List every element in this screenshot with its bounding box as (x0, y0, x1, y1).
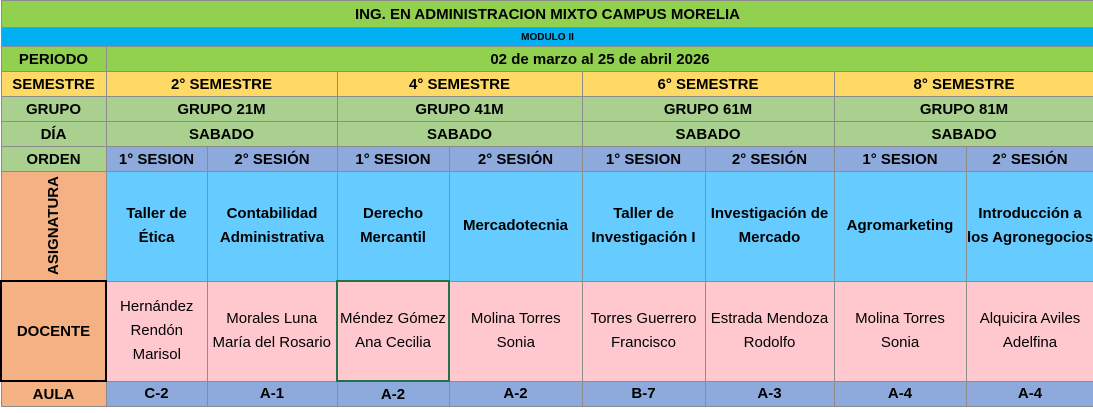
aula-cell[interactable]: A-1 (207, 381, 337, 407)
docente-label[interactable]: DOCENTE (1, 281, 106, 381)
asignatura-label: ASIGNATURA (44, 176, 62, 275)
orden-cell[interactable]: 1° SESION (582, 147, 705, 172)
dia-cell[interactable]: SABADO (834, 122, 1093, 147)
orden-cell[interactable]: 1° SESION (834, 147, 966, 172)
aula-cell[interactable]: B-7 (582, 381, 705, 407)
asignatura-cell[interactable]: Agromarketing (834, 172, 966, 282)
docente-cell[interactable]: Morales Luna María del Rosario (207, 281, 337, 381)
grupo-cell[interactable]: GRUPO 81M (834, 97, 1093, 122)
orden-cell[interactable]: 2° SESIÓN (705, 147, 834, 172)
aula-cell[interactable]: A-3 (705, 381, 834, 407)
dia-cell[interactable]: SABADO (582, 122, 834, 147)
orden-label[interactable]: ORDEN (1, 147, 106, 172)
orden-cell[interactable]: 2° SESIÓN (207, 147, 337, 172)
aula-cell[interactable]: C-2 (106, 381, 207, 407)
asignatura-cell[interactable]: Introducción a los Agronegocios (966, 172, 1093, 282)
orden-cell[interactable]: 2° SESIÓN (449, 147, 582, 172)
docente-cell-selected[interactable]: Méndez Gómez Ana Cecilia (337, 281, 449, 381)
periodo-label[interactable]: PERIODO (1, 47, 106, 72)
asignatura-cell[interactable]: Investigación de Mercado (705, 172, 834, 282)
asignatura-cell[interactable]: Mercadotecnia (449, 172, 582, 282)
dia-cell[interactable]: SABADO (106, 122, 337, 147)
dia-label[interactable]: DÍA (1, 122, 106, 147)
grupo-cell[interactable]: GRUPO 61M (582, 97, 834, 122)
periodo-value[interactable]: 02 de marzo al 25 de abril 2026 (106, 47, 1093, 72)
docente-cell[interactable]: Hernández Rendón Marisol (106, 281, 207, 381)
semestre-cell[interactable]: 8° SEMESTRE (834, 72, 1093, 97)
docente-cell[interactable]: Estrada Mendoza Rodolfo (705, 281, 834, 381)
semestre-label[interactable]: SEMESTRE (1, 72, 106, 97)
aula-cell[interactable]: A-4 (966, 381, 1093, 407)
asignatura-cell[interactable]: Contabilidad Administrativa (207, 172, 337, 282)
grupo-cell[interactable]: GRUPO 41M (337, 97, 582, 122)
docente-cell[interactable]: Torres Guerrero Francisco (582, 281, 705, 381)
aula-label[interactable]: AULA (1, 381, 106, 407)
asignatura-cell[interactable]: Taller de Ética (106, 172, 207, 282)
grupo-label[interactable]: GRUPO (1, 97, 106, 122)
module-label[interactable]: MODULO II (1, 28, 1093, 47)
asignatura-cell[interactable]: Taller de Investigación I (582, 172, 705, 282)
orden-cell[interactable]: 2° SESIÓN (966, 147, 1093, 172)
sheet-title[interactable]: ING. EN ADMINISTRACION MIXTO CAMPUS MORELIA (1, 1, 1093, 28)
docente-cell[interactable]: Molina Torres Sonia (834, 281, 966, 381)
semestre-cell[interactable]: 4° SEMESTRE (337, 72, 582, 97)
aula-cell[interactable]: A-2 (449, 381, 582, 407)
docente-cell[interactable]: Alquicira Aviles Adelfina (966, 281, 1093, 381)
orden-cell[interactable]: 1° SESION (106, 147, 207, 172)
dia-cell[interactable]: SABADO (337, 122, 582, 147)
asignatura-label-cell[interactable] (1, 172, 106, 282)
semestre-cell[interactable]: 6° SEMESTRE (582, 72, 834, 97)
semestre-cell[interactable]: 2° SEMESTRE (106, 72, 337, 97)
docente-cell[interactable]: Molina Torres Sonia (449, 281, 582, 381)
aula-cell[interactable]: A-4 (834, 381, 966, 407)
orden-cell[interactable]: 1° SESION (337, 147, 449, 172)
asignatura-cell[interactable]: Derecho Mercantil (337, 172, 449, 282)
grupo-cell[interactable]: GRUPO 21M (106, 97, 337, 122)
aula-cell[interactable]: A-2 (337, 381, 449, 407)
